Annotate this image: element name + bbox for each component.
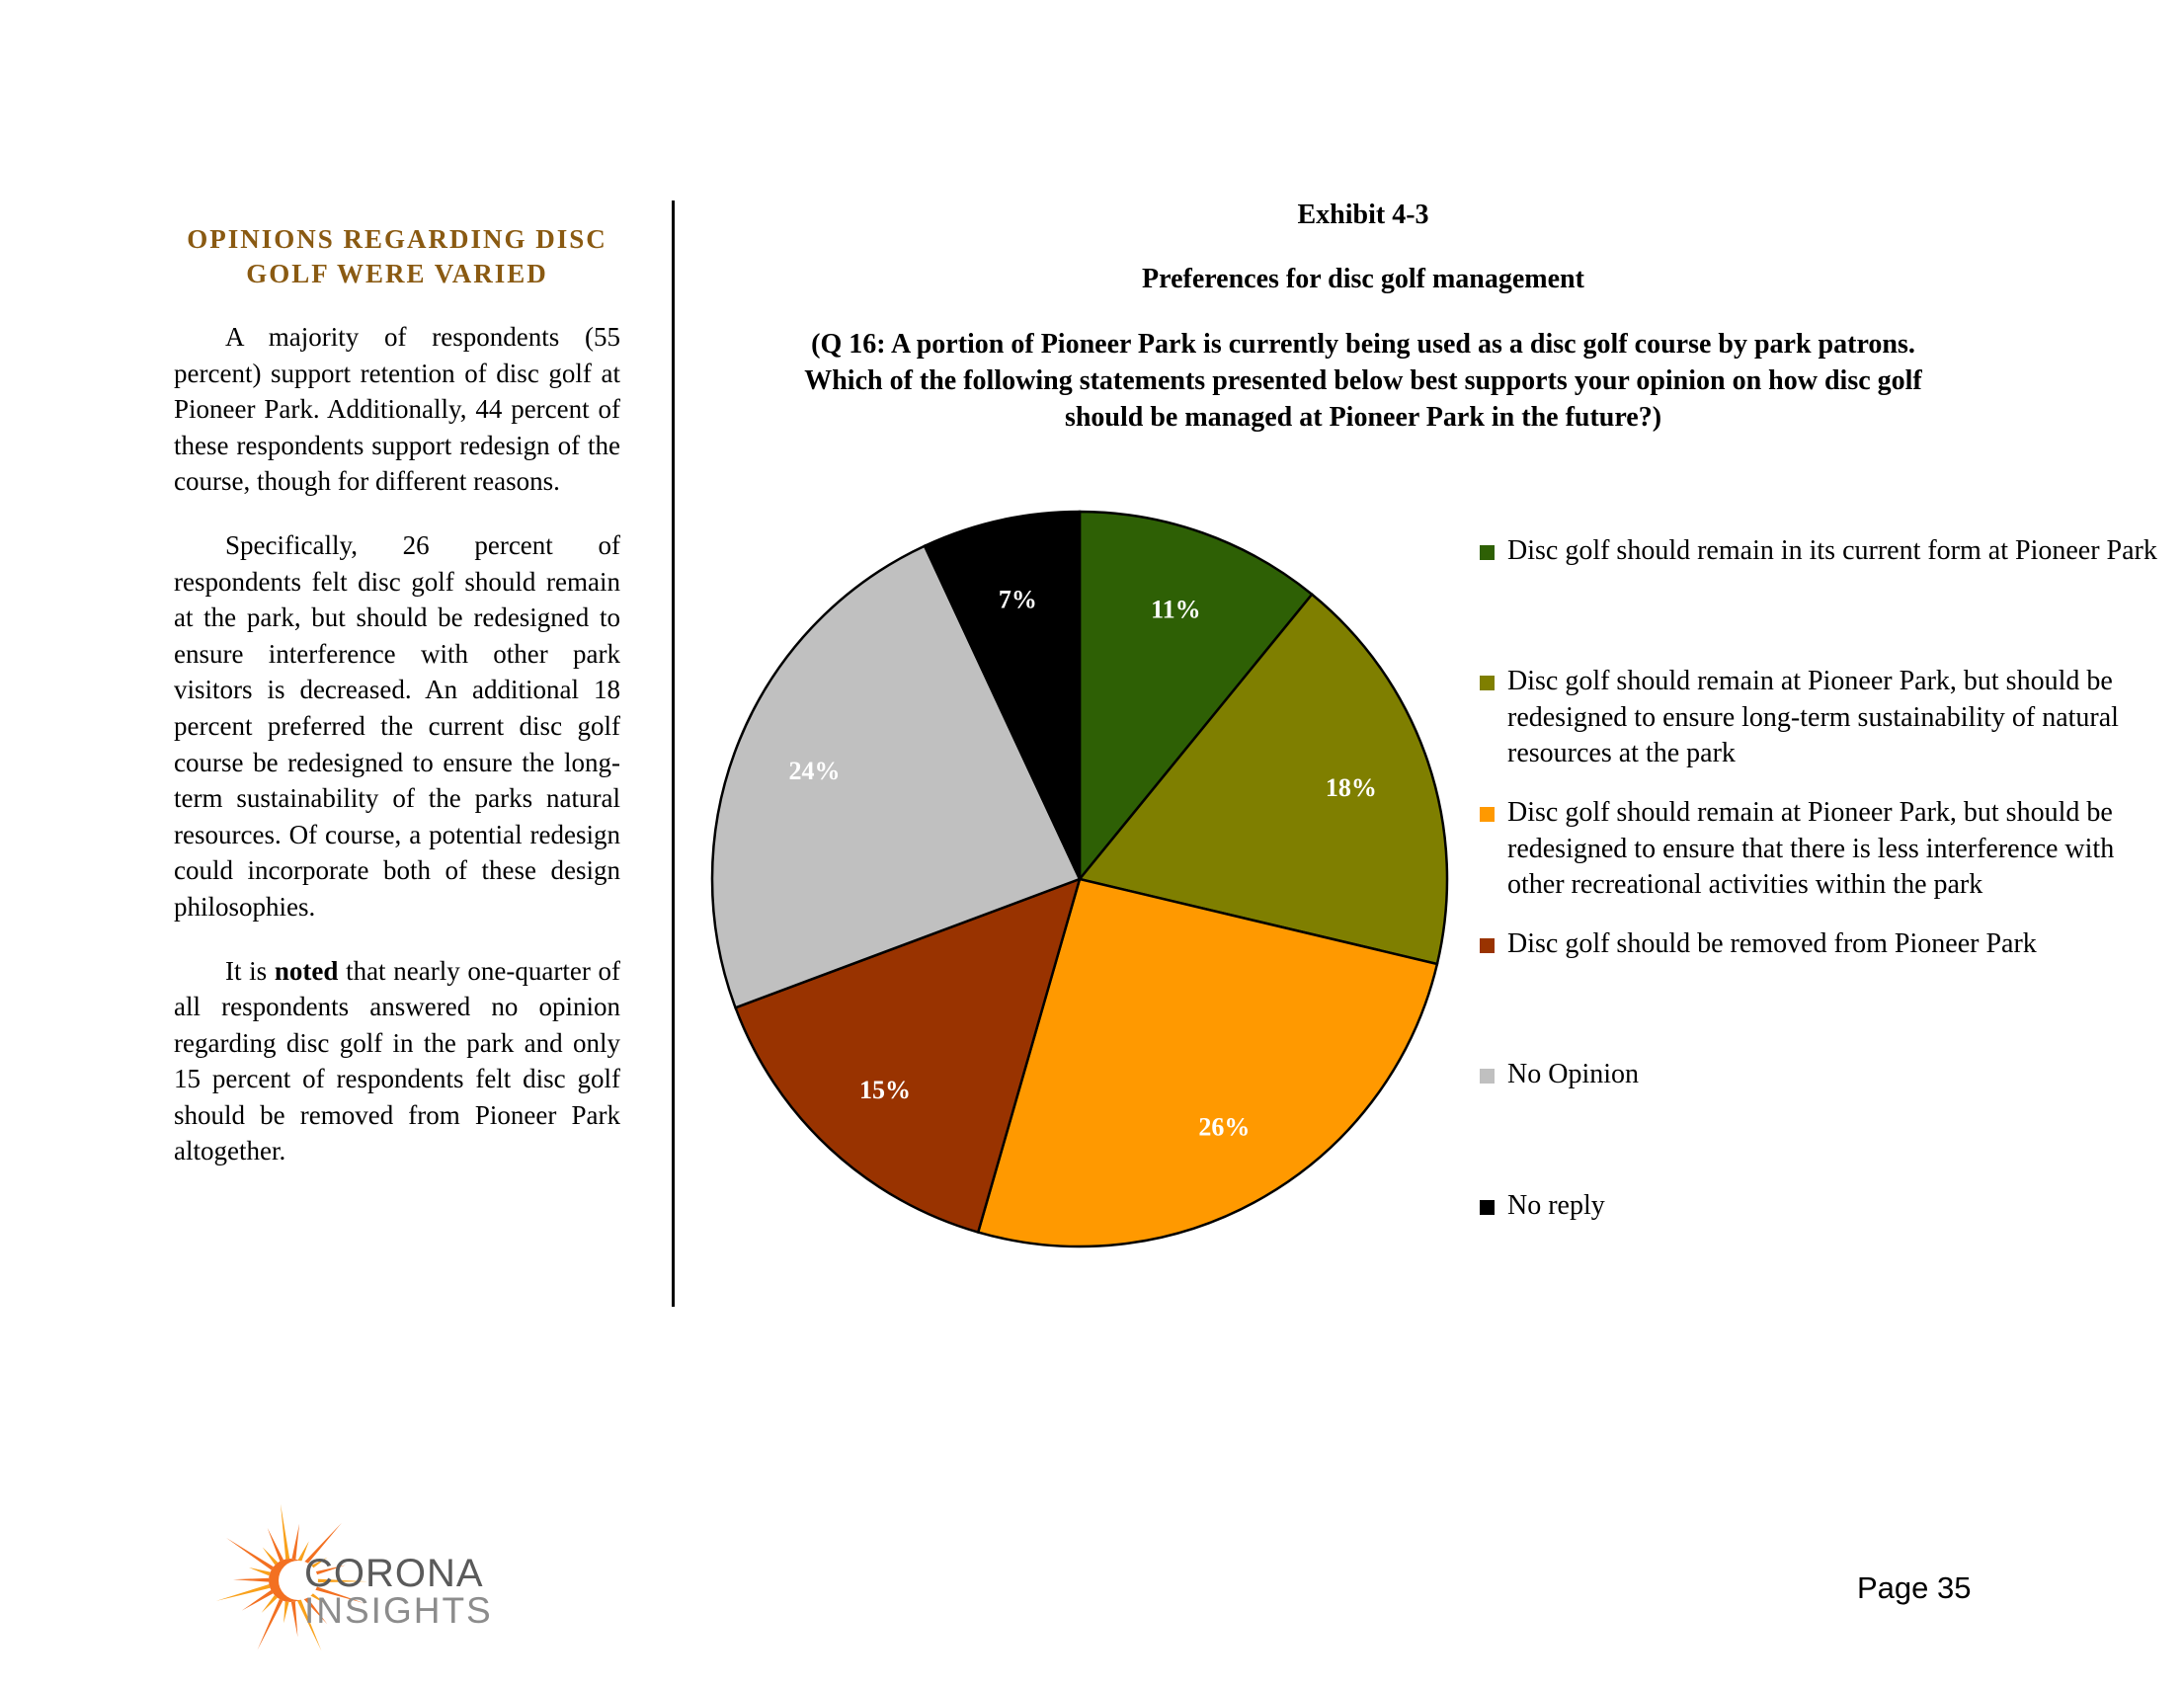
logo-text-corona: CORONA (304, 1552, 484, 1595)
sidebar-paragraph-1: A majority of respondents (55 percent) support retention of disc golf at Pioneer Park. Additionally, 44 percent of these respondents support redesign of the course, though for different reasons. (174, 322, 620, 497)
legend-label: Disc golf should remain at Pioneer Park, but should be redesigned to ensure that there is less interference with other recreational activities within the park (1507, 797, 2115, 900)
legend-item-3 (1480, 795, 2161, 904)
legend-label: No reply (1507, 1190, 1605, 1221)
column-divider (672, 201, 675, 1307)
legend-item-5 (1480, 1057, 2161, 1093)
legend-label: Disc golf should be removed from Pioneer Park (1507, 928, 2037, 959)
sidebar-paragraph-3 (174, 953, 620, 1170)
question-line2: Which of the following statements presented below best supports your opinion on how disc golf (804, 365, 1922, 396)
para3-bold: noted (274, 955, 339, 986)
legend-item-2 (1480, 664, 2161, 772)
legend-item-4 (1480, 926, 2161, 963)
logo-text-insights: INSIGHTS (304, 1590, 493, 1631)
exhibit-number: Exhibit 4-3 (1297, 200, 1429, 230)
legend-swatch (1480, 938, 1495, 953)
legend-swatch (1480, 807, 1495, 822)
question-line3: should be managed at Pioneer Park in the future?) (1064, 402, 1662, 433)
para3-pre: It is (225, 955, 275, 986)
chart-question (721, 326, 2005, 436)
pie-chart (691, 494, 1462, 1264)
para3-post: that nearly one-quarter of all respondents answered no opinion regarding disc golf in the park and only 15 percent of respondents felt disc golf should be removed from Pioneer Park altogether. (174, 955, 620, 1166)
legend-item-1 (1480, 533, 2161, 570)
legend-label: Disc golf should remain in its current form at Pioneer Park (1507, 535, 2157, 566)
sidebar-heading (174, 222, 620, 291)
sidebar-paragraph-2: Specifically, 26 percent of respondents felt disc golf should remain at the park, but should be redesigned to ensure interference with other park visitors is decreased. An additional 18 percent preferred the current disc golf course be redesigned to ensure the long-term sustainability of the parks natural resources. Of course, a potential redesign could incorporate both of these design philosophies. (174, 529, 620, 922)
legend-item-6 (1480, 1188, 2161, 1225)
pie-data-label-6: 7% (998, 585, 1037, 614)
legend-label: No Opinion (1507, 1059, 1639, 1089)
legend-swatch (1480, 1069, 1495, 1084)
legend-swatch (1480, 545, 1495, 560)
pie-data-label-2: 18% (1325, 772, 1377, 802)
sidebar-heading-line1: OPINIONS REGARDING DISC (187, 224, 607, 254)
pie-data-label-4: 15% (858, 1075, 911, 1104)
legend-label: Disc golf should remain at Pioneer Park, but should be redesigned to ensure long-term sustainability of natural resources at the park (1507, 666, 2119, 768)
question-line1: (Q 16: A portion of Pioneer Park is currently being used as a disc golf course by park patrons. (811, 329, 1915, 360)
legend-swatch (1480, 676, 1495, 690)
pie-data-label-5: 24% (788, 757, 841, 786)
legend-swatch (1480, 1200, 1495, 1215)
pie-data-label-3: 26% (1198, 1112, 1251, 1142)
page-number: Page 35 (1857, 1570, 1972, 1605)
chart-title: Preferences for disc golf management (1142, 264, 1584, 294)
sidebar-heading-line2: GOLF WERE VARIED (246, 259, 548, 288)
pie-data-label-1: 11% (1151, 595, 1201, 624)
sidebar (174, 222, 620, 1197)
